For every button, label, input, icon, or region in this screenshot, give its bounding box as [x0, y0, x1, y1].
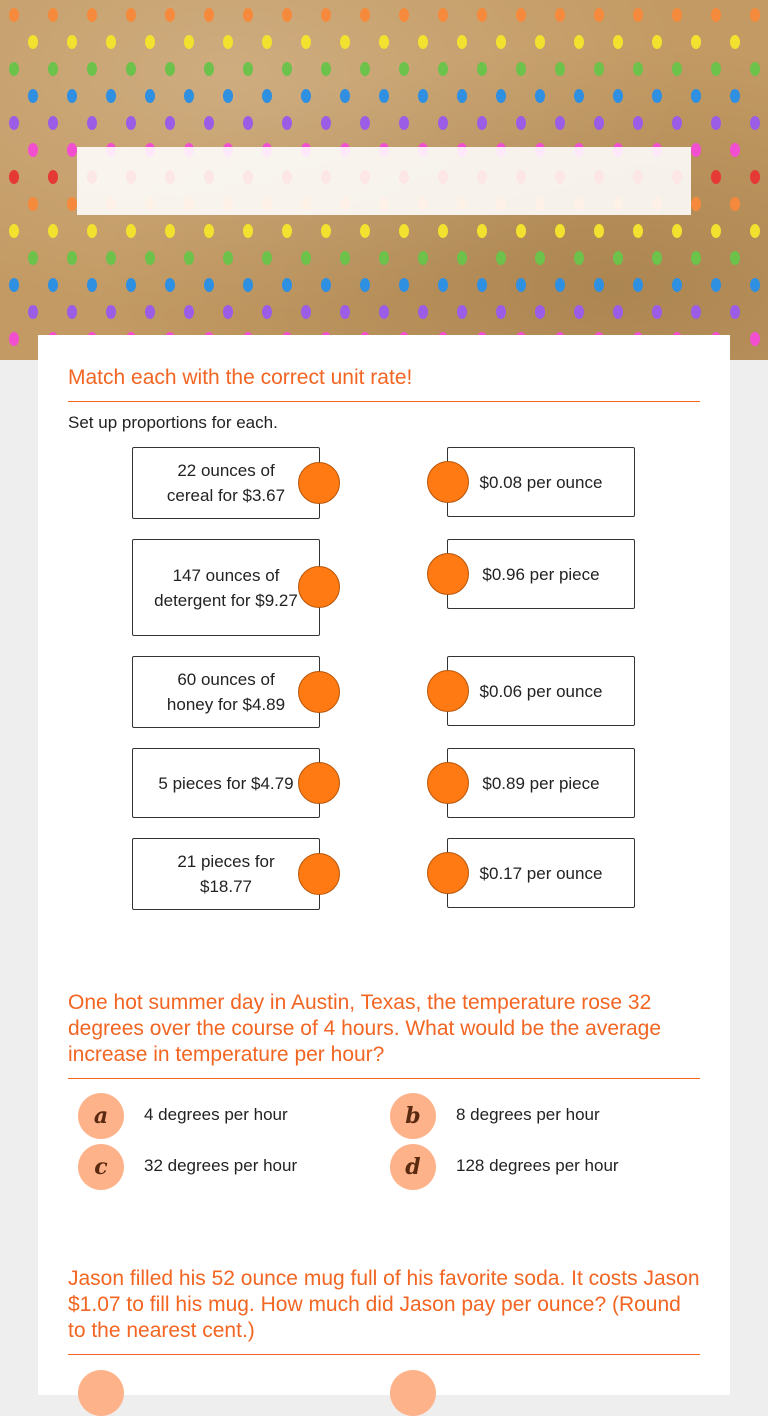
confetti-dot — [165, 62, 175, 76]
q1-title: Match each with the correct unit rate! — [68, 366, 413, 389]
confetti-dot — [282, 62, 292, 76]
confetti-dot — [730, 197, 740, 211]
confetti-dot — [438, 116, 448, 130]
confetti-dot — [184, 89, 194, 103]
q3-choice-a-bubble[interactable] — [78, 1370, 124, 1416]
confetti-dot — [165, 224, 175, 238]
confetti-dot — [67, 197, 77, 211]
confetti-dot — [633, 8, 643, 22]
confetti-dot — [750, 8, 760, 22]
confetti-dot — [48, 278, 58, 292]
confetti-dot — [711, 224, 721, 238]
match-right-item-1[interactable]: $0.08 per ounce — [447, 447, 635, 517]
confetti-dot — [28, 89, 38, 103]
confetti-dot — [438, 8, 448, 22]
confetti-dot — [28, 251, 38, 265]
confetti-dot — [204, 224, 214, 238]
confetti-dot — [9, 116, 19, 130]
confetti-dot — [750, 62, 760, 76]
confetti-dot — [477, 224, 487, 238]
confetti-dot — [282, 8, 292, 22]
confetti-dot — [301, 89, 311, 103]
confetti-dot — [496, 251, 506, 265]
match-right-connector-5[interactable] — [427, 852, 469, 894]
confetti-dot — [360, 224, 370, 238]
confetti-dot — [87, 116, 97, 130]
confetti-dot — [438, 224, 448, 238]
confetti-dot — [28, 35, 38, 49]
confetti-dot — [165, 278, 175, 292]
match-right-connector-2[interactable] — [427, 553, 469, 595]
confetti-dot — [223, 89, 233, 103]
confetti-dot — [457, 305, 467, 319]
confetti-dot — [750, 170, 760, 184]
confetti-dot — [574, 89, 584, 103]
confetti-dot — [204, 278, 214, 292]
confetti-dot — [379, 305, 389, 319]
confetti-dot — [321, 8, 331, 22]
confetti-dot — [516, 224, 526, 238]
match-left-item-2[interactable]: 147 ounces of detergent for $9.27 — [132, 539, 320, 636]
confetti-dot — [67, 89, 77, 103]
confetti-dot — [243, 224, 253, 238]
confetti-dot — [87, 8, 97, 22]
confetti-dot — [48, 62, 58, 76]
q1-instructions: Set up proportions for each. — [68, 413, 278, 432]
confetti-dot — [360, 278, 370, 292]
confetti-dot — [691, 143, 701, 157]
confetti-dot — [28, 143, 38, 157]
confetti-dot — [574, 305, 584, 319]
confetti-dot — [730, 143, 740, 157]
confetti-dot — [750, 278, 760, 292]
confetti-dot — [106, 305, 116, 319]
confetti-dot — [9, 278, 19, 292]
confetti-dot — [535, 305, 545, 319]
confetti-dot — [418, 35, 428, 49]
confetti-dot — [340, 35, 350, 49]
match-left-connector-3[interactable] — [298, 671, 340, 713]
confetti-dot — [87, 224, 97, 238]
confetti-dot — [652, 89, 662, 103]
confetti-dot — [106, 35, 116, 49]
confetti-dot — [477, 116, 487, 130]
confetti-dot — [711, 8, 721, 22]
confetti-dot — [48, 8, 58, 22]
match-left-item-3[interactable]: 60 ounces of honey for $4.89 — [132, 656, 320, 728]
confetti-dot — [594, 62, 604, 76]
confetti-dot — [594, 278, 604, 292]
confetti-dot — [165, 8, 175, 22]
match-left-connector-5[interactable] — [298, 853, 340, 895]
confetti-dot — [67, 35, 77, 49]
confetti-dot — [574, 251, 584, 265]
confetti-dot — [67, 251, 77, 265]
confetti-dot — [165, 116, 175, 130]
confetti-dot — [613, 305, 623, 319]
q2-choice-d-bubble[interactable]: d — [390, 1144, 436, 1190]
confetti-dot — [87, 62, 97, 76]
confetti-dot — [555, 278, 565, 292]
confetti-dot — [243, 62, 253, 76]
q2-title: One hot summer day in Austin, Texas, the temperature rose 32 degrees over the course of 4 hours. What would be the average increase in temperature per hour? — [68, 991, 662, 1066]
confetti-dot — [379, 89, 389, 103]
confetti-dot — [594, 224, 604, 238]
confetti-dot — [243, 116, 253, 130]
confetti-dot — [145, 305, 155, 319]
q2-choice-a-text[interactable]: 4 degrees per hour — [144, 1105, 288, 1124]
confetti-dot — [477, 278, 487, 292]
confetti-dot — [496, 89, 506, 103]
confetti-dot — [418, 305, 428, 319]
confetti-dot — [243, 278, 253, 292]
confetti-dot — [126, 8, 136, 22]
confetti-dot — [496, 35, 506, 49]
confetti-dot — [262, 251, 272, 265]
confetti-dot — [418, 89, 428, 103]
confetti-dot — [223, 35, 233, 49]
confetti-dot — [379, 251, 389, 265]
confetti-dot — [321, 278, 331, 292]
confetti-dot — [301, 35, 311, 49]
confetti-dot — [477, 8, 487, 22]
confetti-dot — [555, 116, 565, 130]
confetti-dot — [204, 62, 214, 76]
confetti-dot — [204, 8, 214, 22]
confetti-dot — [301, 305, 311, 319]
confetti-dot — [48, 116, 58, 130]
confetti-dot — [340, 305, 350, 319]
confetti-dot — [691, 197, 701, 211]
q2-choice-c-bubble[interactable]: c — [78, 1144, 124, 1190]
match-right-connector-3[interactable] — [427, 670, 469, 712]
confetti-dot — [672, 116, 682, 130]
confetti-dot — [730, 89, 740, 103]
confetti-dot — [9, 224, 19, 238]
confetti-dot — [691, 89, 701, 103]
confetti-dot — [496, 305, 506, 319]
confetti-dot — [438, 278, 448, 292]
confetti-dot — [633, 224, 643, 238]
confetti-dot — [67, 143, 77, 157]
match-right-connector-4[interactable] — [427, 762, 469, 804]
confetti-dot — [184, 35, 194, 49]
confetti-dot — [477, 62, 487, 76]
confetti-dot — [730, 35, 740, 49]
confetti-dot — [750, 116, 760, 130]
confetti-dot — [750, 224, 760, 238]
confetti-dot — [223, 305, 233, 319]
confetti-dot — [184, 251, 194, 265]
confetti-dot — [672, 278, 682, 292]
match-left-item-4[interactable]: 5 pieces for $4.79 — [132, 748, 320, 818]
confetti-dot — [672, 62, 682, 76]
confetti-dot — [652, 251, 662, 265]
confetti-dot — [340, 89, 350, 103]
confetti-dot — [321, 116, 331, 130]
match-left-connector-2[interactable] — [298, 566, 340, 608]
confetti-dot — [555, 224, 565, 238]
confetti-dot — [516, 8, 526, 22]
confetti-dot — [9, 332, 19, 346]
confetti-dot — [633, 62, 643, 76]
confetti-dot — [145, 89, 155, 103]
confetti-dot — [321, 224, 331, 238]
confetti-dot — [399, 8, 409, 22]
confetti-dot — [48, 224, 58, 238]
confetti-dot — [262, 305, 272, 319]
confetti-dot — [555, 62, 565, 76]
q2-choice-b-bubble[interactable]: b — [390, 1093, 436, 1139]
confetti-dot — [652, 35, 662, 49]
confetti-dot — [301, 251, 311, 265]
confetti-dot — [87, 278, 97, 292]
confetti-dot — [516, 116, 526, 130]
confetti-dot — [126, 224, 136, 238]
q3-divider — [68, 1354, 700, 1355]
q3-choice-b-bubble[interactable] — [390, 1370, 436, 1416]
confetti-dot — [516, 278, 526, 292]
match-right-item-2[interactable]: $0.96 per piece — [447, 539, 635, 609]
confetti-dot — [321, 62, 331, 76]
confetti-dot — [633, 116, 643, 130]
confetti-dot — [633, 278, 643, 292]
confetti-dot — [399, 278, 409, 292]
confetti-dot — [184, 305, 194, 319]
confetti-dot — [126, 116, 136, 130]
confetti-dot — [672, 224, 682, 238]
q3-title: Jason filled his 52 ounce mug full of his favorite soda. It costs Jason $1.07 to fill his mug. How much did Jason pay per ounce? (Round to the nearest cent.) — [68, 1267, 700, 1342]
confetti-dot — [360, 62, 370, 76]
confetti-dot — [145, 35, 155, 49]
q1-divider — [68, 401, 700, 402]
confetti-dot — [340, 251, 350, 265]
confetti-dot — [9, 8, 19, 22]
confetti-dot — [613, 251, 623, 265]
confetti-dot — [399, 116, 409, 130]
confetti-dot — [126, 62, 136, 76]
confetti-dot — [243, 8, 253, 22]
confetti-dot — [652, 305, 662, 319]
confetti-dot — [750, 332, 760, 346]
confetti-dot — [516, 62, 526, 76]
match-right-connector-1[interactable] — [427, 461, 469, 503]
match-right-item-5[interactable]: $0.17 per ounce — [447, 838, 635, 908]
confetti-dot — [379, 35, 389, 49]
confetti-dot — [535, 251, 545, 265]
confetti-dot — [672, 8, 682, 22]
match-right-item-4[interactable]: $0.89 per piece — [447, 748, 635, 818]
confetti-dot — [262, 35, 272, 49]
confetti-dot — [457, 35, 467, 49]
confetti-dot — [613, 89, 623, 103]
confetti-dot — [711, 278, 721, 292]
confetti-dot — [438, 62, 448, 76]
match-left-item-5[interactable]: 21 pieces for $18.77 — [132, 838, 320, 910]
worksheet-title-box — [77, 147, 691, 215]
confetti-dot — [9, 170, 19, 184]
confetti-dot — [126, 278, 136, 292]
confetti-dot — [399, 62, 409, 76]
confetti-dot — [223, 251, 233, 265]
match-right-item-3[interactable]: $0.06 per ounce — [447, 656, 635, 726]
confetti-dot — [67, 305, 77, 319]
worksheet-card — [38, 335, 730, 1395]
confetti-dot — [28, 197, 38, 211]
confetti-dot — [711, 170, 721, 184]
confetti-dot — [282, 116, 292, 130]
confetti-dot — [691, 35, 701, 49]
confetti-dot — [262, 89, 272, 103]
confetti-dot — [360, 8, 370, 22]
match-left-connector-4[interactable] — [298, 762, 340, 804]
confetti-dot — [282, 278, 292, 292]
confetti-dot — [730, 251, 740, 265]
confetti-dot — [457, 89, 467, 103]
confetti-dot — [691, 251, 701, 265]
confetti-dot — [457, 251, 467, 265]
q2-choice-a-bubble[interactable]: a — [78, 1093, 124, 1139]
confetti-dot — [360, 116, 370, 130]
confetti-dot — [9, 62, 19, 76]
confetti-dot — [282, 224, 292, 238]
match-left-connector-1[interactable] — [298, 462, 340, 504]
q2-choice-b-text[interactable]: 8 degrees per hour — [456, 1105, 600, 1124]
worksheet-banner — [0, 0, 768, 360]
confetti-dot — [145, 251, 155, 265]
confetti-dot — [574, 35, 584, 49]
confetti-dot — [106, 89, 116, 103]
confetti-dot — [613, 35, 623, 49]
confetti-dot — [418, 251, 428, 265]
q2-choice-c-text[interactable]: 32 degrees per hour — [144, 1156, 298, 1175]
q2-choice-d-text[interactable]: 128 degrees per hour — [456, 1156, 619, 1175]
confetti-dot — [691, 305, 701, 319]
match-left-item-1[interactable]: 22 ounces of cereal for $3.67 — [132, 447, 320, 519]
confetti-dot — [711, 116, 721, 130]
confetti-dot — [594, 116, 604, 130]
confetti-dot — [730, 305, 740, 319]
confetti-dot — [399, 224, 409, 238]
confetti-dot — [535, 35, 545, 49]
confetti-dot — [555, 8, 565, 22]
confetti-dot — [28, 305, 38, 319]
confetti-dot — [106, 251, 116, 265]
confetti-dot — [204, 116, 214, 130]
confetti-dot — [711, 62, 721, 76]
confetti-dot — [535, 89, 545, 103]
q2-divider — [68, 1078, 700, 1079]
confetti-dot — [594, 8, 604, 22]
confetti-dot — [48, 170, 58, 184]
